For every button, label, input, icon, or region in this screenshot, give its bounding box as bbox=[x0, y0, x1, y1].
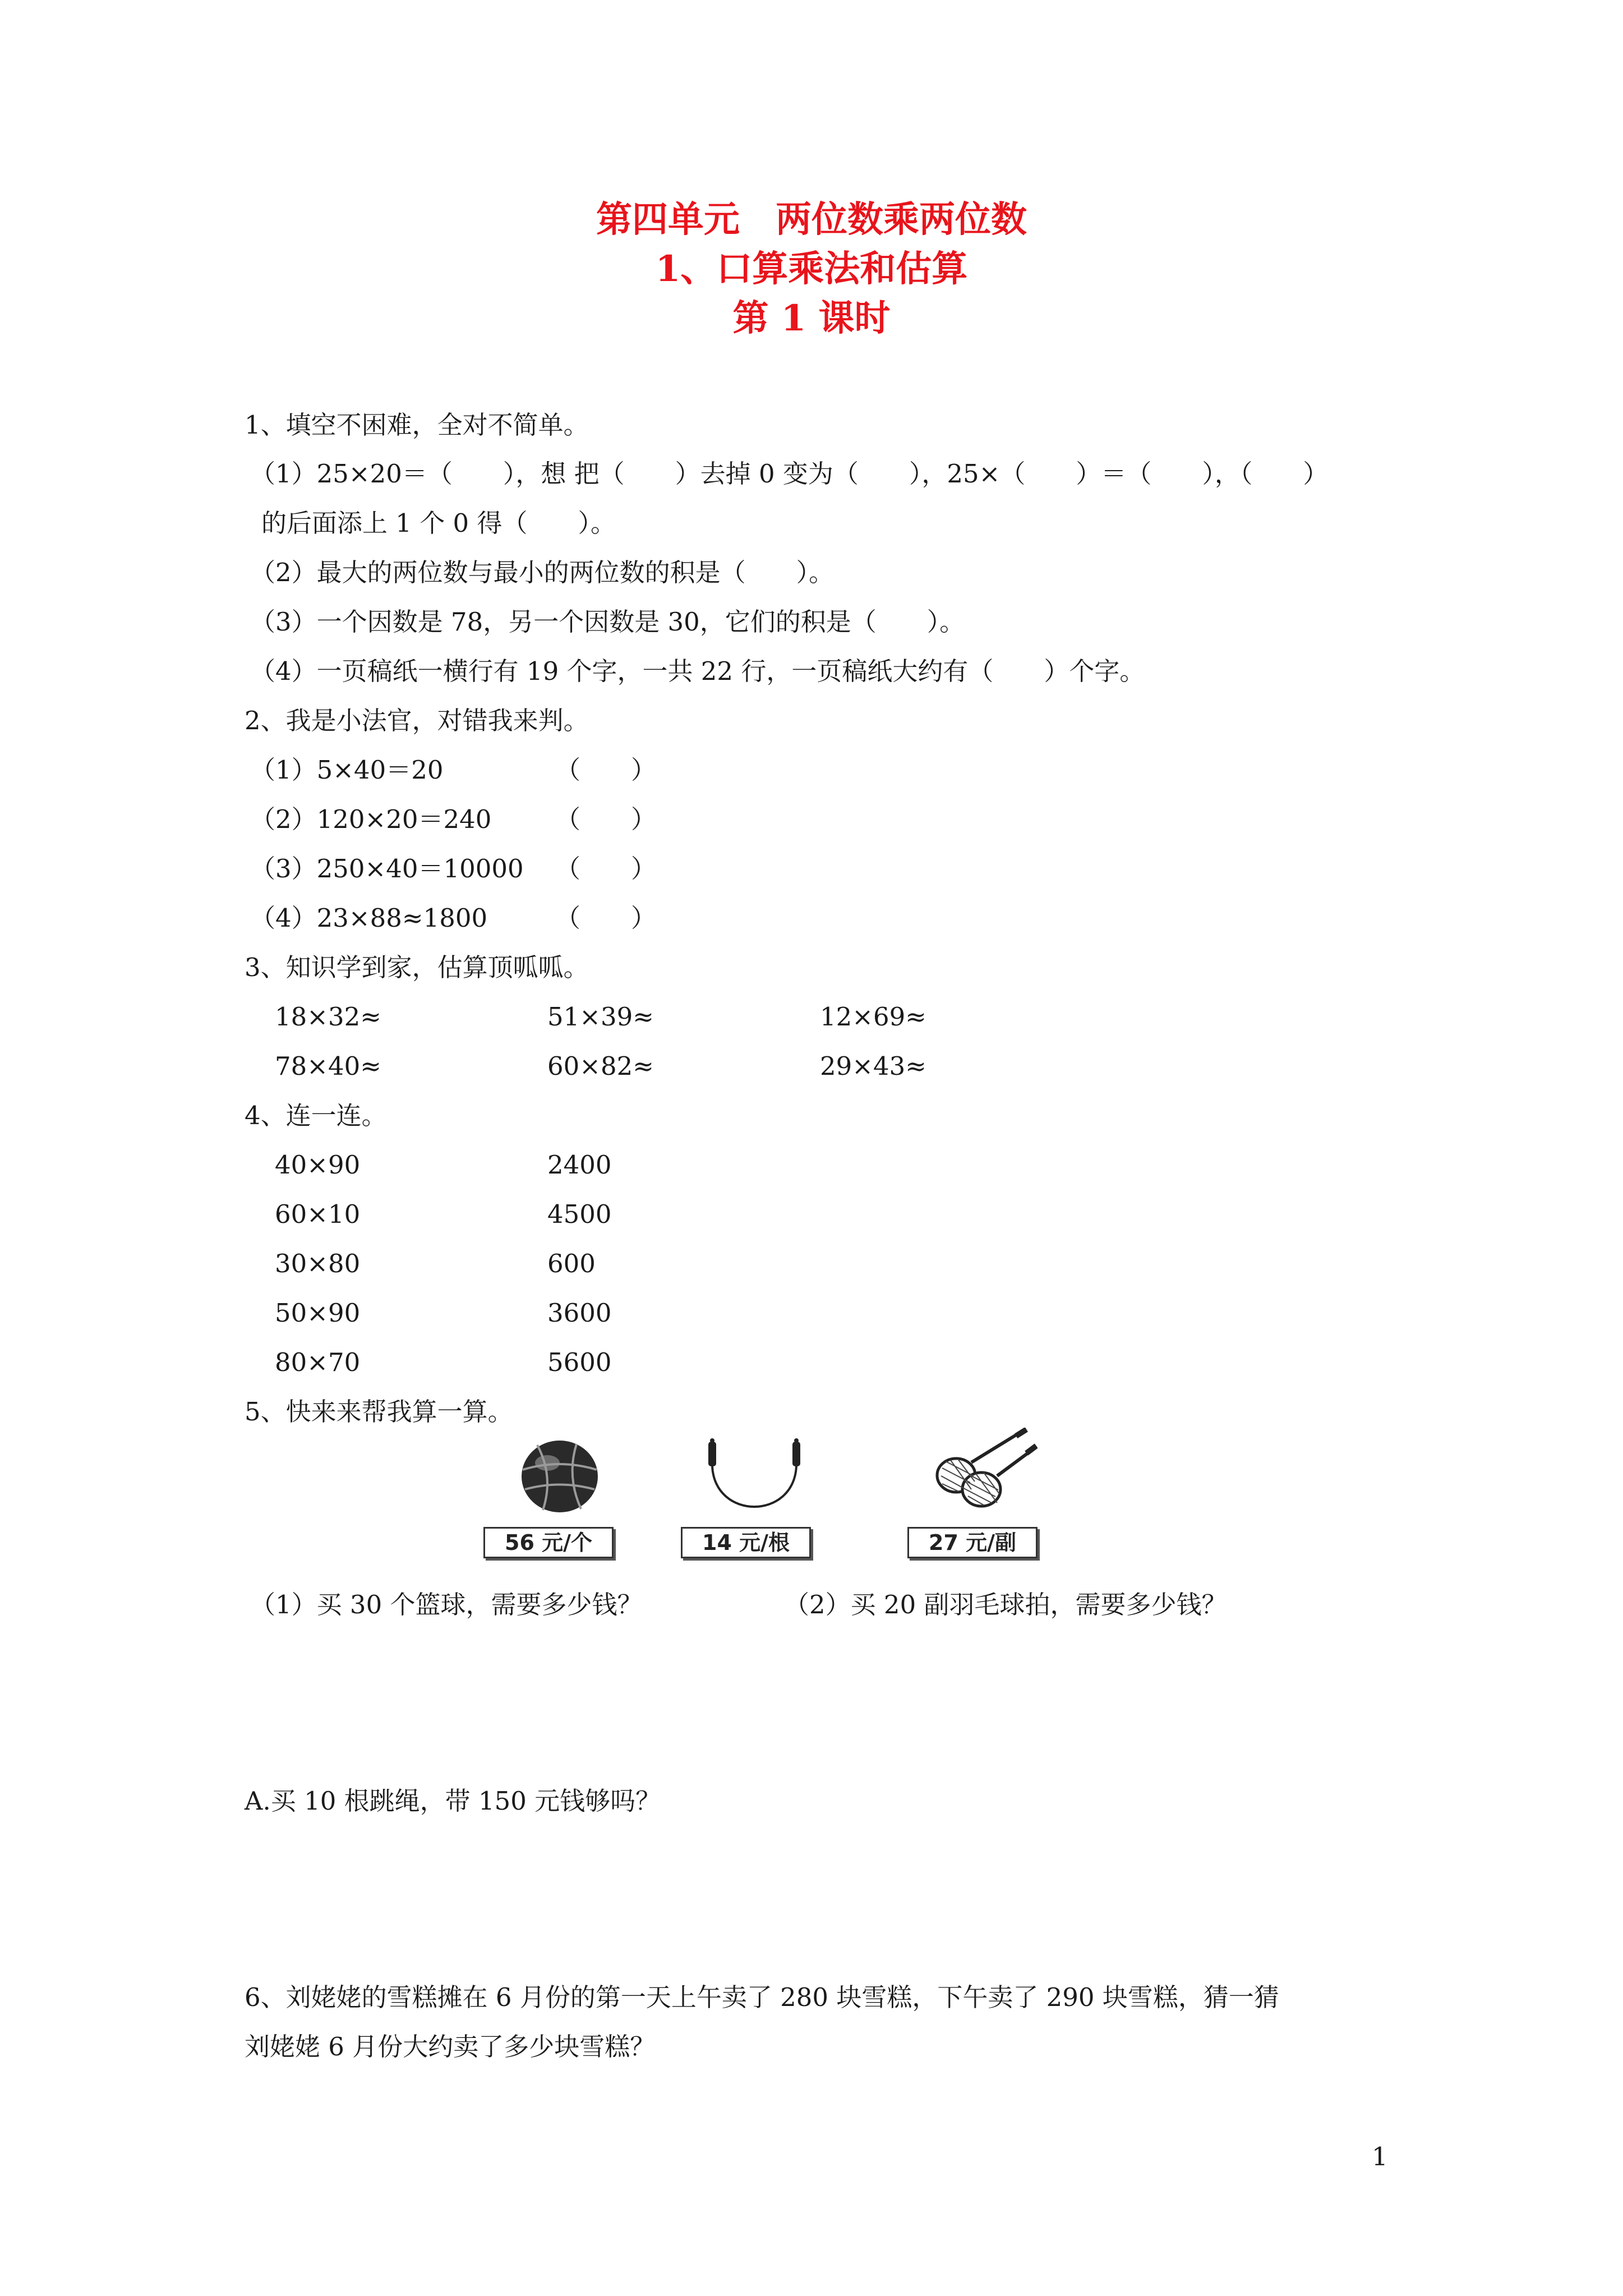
unit-title: 第四单元 两位数乘两位数 bbox=[596, 199, 1027, 241]
q4-right-item[interactable]: 3600 bbox=[547, 1298, 612, 1328]
q3-estimate: 51×39≈ bbox=[547, 1002, 654, 1032]
q5-sub2: （2）买 20 副羽毛球拍，需要多少钱？ bbox=[784, 1590, 1227, 1619]
q2-answer-box-2[interactable]: （ ） bbox=[555, 804, 657, 834]
q4-left-item[interactable]: 40×90 bbox=[275, 1150, 361, 1180]
q4-right-item[interactable]: 2400 bbox=[547, 1150, 612, 1180]
q1-item1-line2: 的后面添上 1 个 0 得（ ）。 bbox=[261, 508, 616, 538]
basketball-icon bbox=[515, 1436, 605, 1520]
q1-item4: （4）一页稿纸一横行有 19 个字，一共 22 行，一页稿纸大约有（ ）个字。 bbox=[250, 656, 1145, 686]
q3-heading: 3、知识学到家，估算顶呱呱。 bbox=[245, 953, 589, 982]
q2-item-3: （3）250×40＝10000 bbox=[250, 854, 524, 884]
q4-left-item[interactable]: 60×10 bbox=[275, 1199, 361, 1229]
q1-item3: （3）一个因数是 78，另一个因数是 30，它们的积是（ ）。 bbox=[250, 607, 965, 637]
jump-rope-icon bbox=[704, 1436, 805, 1526]
badminton-rackets-icon bbox=[925, 1428, 1038, 1529]
q1-item1-line1: （1）25×20＝（ ），想 把（ ）去掉 0 变为（ ），25×（ ）＝（ ），（ ） bbox=[250, 459, 1329, 489]
q5-subA: A.买 10 根跳绳，带 150 元钱够吗？ bbox=[245, 1786, 661, 1816]
q4-right-item[interactable]: 5600 bbox=[547, 1347, 612, 1377]
q5-sub1: （1）买 30 个篮球，需要多少钱？ bbox=[250, 1590, 643, 1619]
q2-answer-box-1[interactable]: （ ） bbox=[555, 755, 657, 785]
q3-estimate: 12×69≈ bbox=[820, 1002, 926, 1032]
q4-left-item[interactable]: 30×80 bbox=[275, 1249, 361, 1278]
q4-left-item[interactable]: 50×90 bbox=[275, 1298, 361, 1328]
q6-line1: 6、刘姥姥的雪糕摊在 6 月份的第一天上午卖了 280 块雪糕，下午卖了 290 块雪糕，猜一猜 bbox=[245, 1982, 1279, 2012]
q5-heading: 5、快来来帮我算一算。 bbox=[245, 1397, 513, 1427]
jump-rope-price: 14 元/根 bbox=[681, 1527, 811, 1558]
q4-right-item[interactable]: 600 bbox=[547, 1249, 596, 1278]
q4-right-item[interactable]: 4500 bbox=[547, 1199, 612, 1229]
q4-heading: 4、连一连。 bbox=[245, 1101, 387, 1130]
page-number: 1 bbox=[1372, 2142, 1388, 2171]
q3-estimate: 29×43≈ bbox=[820, 1051, 926, 1081]
basketball-price: 56 元/个 bbox=[483, 1527, 614, 1558]
lesson-title: 第 1 课时 bbox=[732, 297, 891, 339]
q2-answer-box-4[interactable]: （ ） bbox=[555, 903, 657, 933]
q3-estimate: 60×82≈ bbox=[547, 1051, 654, 1081]
q2-heading: 2、我是小法官，对错我来判。 bbox=[245, 706, 589, 735]
q3-estimate: 18×32≈ bbox=[275, 1002, 381, 1032]
q1-item2: （2）最大的两位数与最小的两位数的积是（ ）。 bbox=[250, 558, 834, 587]
q4-left-item[interactable]: 80×70 bbox=[275, 1347, 361, 1377]
q2-item-4: （4）23×88≈1800 bbox=[250, 903, 488, 933]
q3-estimate: 78×40≈ bbox=[275, 1051, 381, 1081]
q2-item-2: （2）120×20＝240 bbox=[250, 804, 492, 834]
q2-answer-box-3[interactable]: （ ） bbox=[555, 854, 657, 884]
racket-price: 27 元/副 bbox=[907, 1527, 1038, 1558]
section-title: 1、口算乘法和估算 bbox=[655, 248, 968, 290]
q1-heading: 1、填空不困难，全对不简单。 bbox=[245, 410, 589, 440]
q6-line2: 刘姥姥 6 月份大约卖了多少块雪糕？ bbox=[245, 2032, 656, 2062]
q2-item-1: （1）5×40＝20 bbox=[250, 755, 444, 785]
